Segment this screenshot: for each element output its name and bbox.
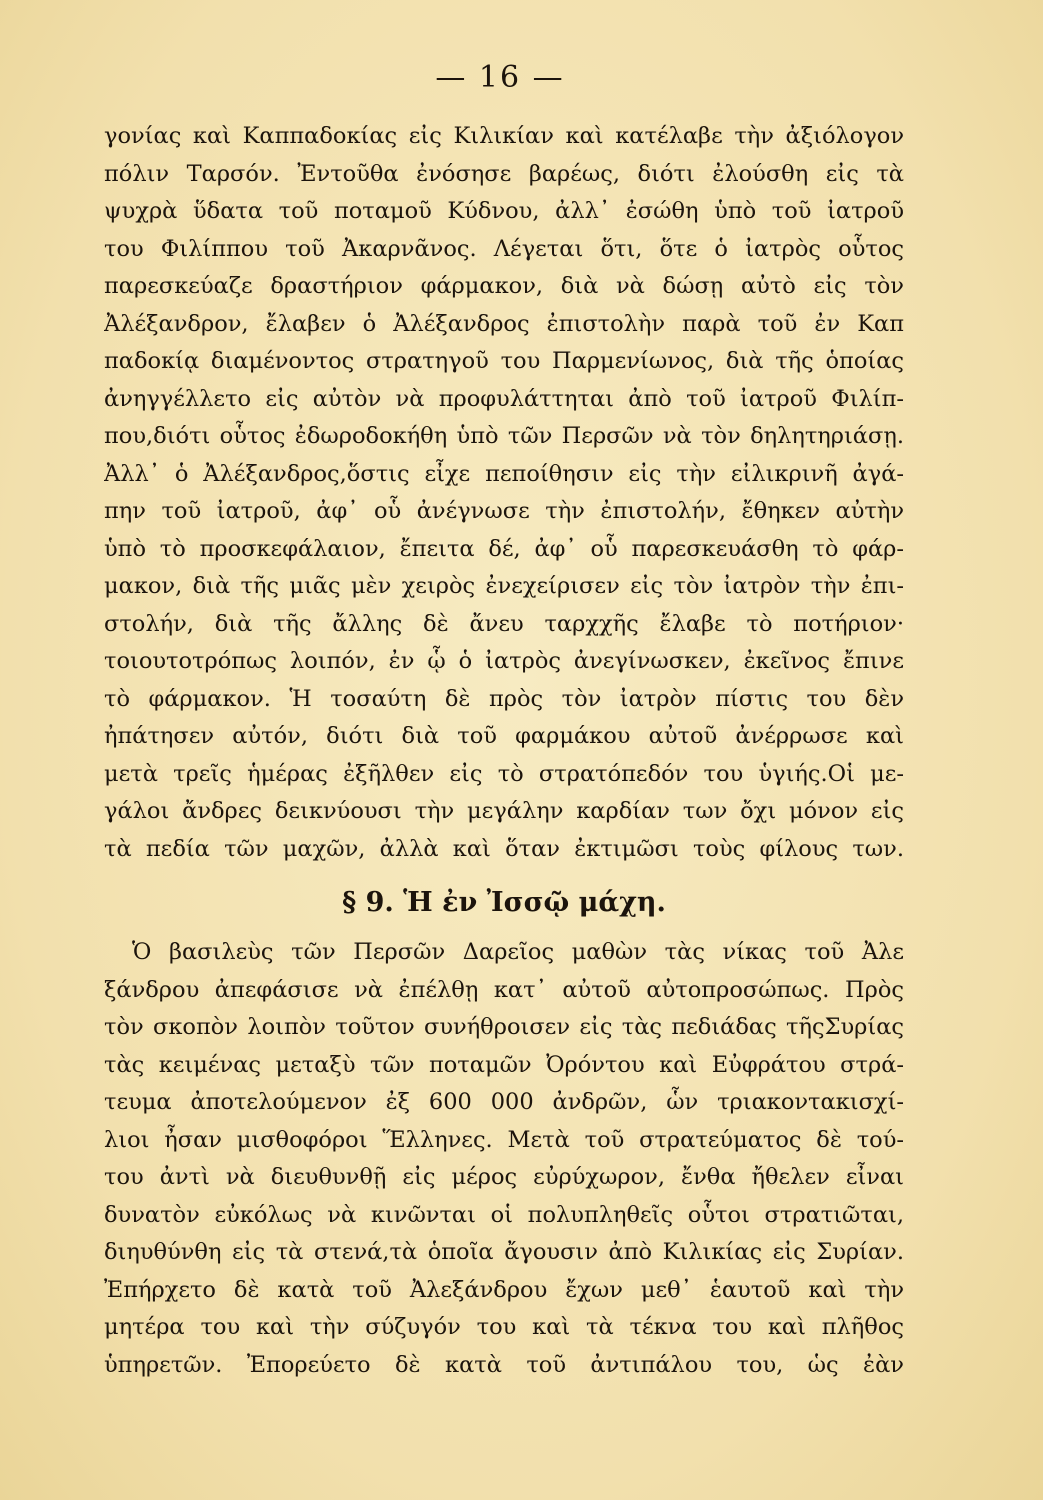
text-line: τὰ πεδία τῶν μαχῶν, ἀλλὰ καὶ ὅταν ἐκτιμῶσι τοὺς φίλους των. <box>104 835 904 862</box>
text-line: γονίας καὶ Καππαδοκίας εἰς Κιλικίαν καὶ κατέλαβε τὴν ἀξιόλογον <box>104 123 904 149</box>
text-line: του Φιλίππου τοῦ Ἀκαρνᾶνος. Λέγεται ὅτι, ὅτε ὁ ἰατρὸς οὗτος <box>104 235 904 262</box>
text-line: τὸν σκοπὸν λοιπὸν τοῦτον συνήθροισεν εἰς τὰς πεδιάδας τῆςΣυρίας <box>104 1014 904 1040</box>
book-page <box>104 52 904 1472</box>
text-line: μετὰ τρεῖς ἡμέρας ἐξῆλθεν εἰς τὸ στρατόπεδόν του ὑγιής.Οἱ με- <box>104 760 904 787</box>
section-heading: § 9. Ἡ ἐν Ἰσσῷ μάχη. <box>342 887 666 918</box>
text-line: Ἀλέξανδρον, ἔλαβεν ὁ Ἀλέξανδρος ἐπιστολὴν παρὰ τοῦ ἐν Καπ <box>104 310 904 337</box>
text-line: ὑπὸ τὸ προσκεφάλαιον, ἔπειτα δέ, ἀφ᾽ οὗ παρεσκευάσθη τὸ φάρ- <box>104 535 904 562</box>
text-line: ξάνδρου ἀπεφάσισε νὰ ἐπέλθῃ κατ᾽ αὐτοῦ αὐτοπροσώπως. Πρὸς <box>104 976 904 1003</box>
text-line: Ἐπήρχετο δὲ κατὰ τοῦ Ἀλεξάνδρου ἔχων μεθ᾽ ἑαυτοῦ καὶ τὴν <box>104 1276 904 1303</box>
text-line: ἀνηγγέλλετο εἰς αὐτὸν νὰ προφυλάττηται ἀπὸ τοῦ ἰατροῦ Φιλίπ- <box>104 385 904 412</box>
text-line: ψυχρὰ ὕδατα τοῦ ποταμοῦ Κύδνου, ἀλλ᾽ ἐσώθη ὑπὸ τοῦ ἰατροῦ <box>104 198 904 224</box>
text-line: τὰς κειμένας μεταξὺ τῶν ποταμῶν Ὀρόντου καὶ Εὐφράτου στρά- <box>104 1051 904 1078</box>
text-line: στολήν, διὰ τῆς ἄλλης δὲ ἄνευ ταρχχῆς ἔλαβε τὸ ποτήριον· <box>104 610 904 637</box>
text-line: Ἀλλ᾽ ὁ Ἀλέξανδρος,ὅστις εἶχε πεποίθησιν εἰς τὴν εἰλικρινῆ ἀγά- <box>104 460 904 487</box>
text-line: παδοκίᾳ διαμένοντος στρατηγοῦ του Παρμενίωνος, διὰ τῆς ὁποίας <box>104 348 904 374</box>
text-line: λιοι ἦσαν μισθοφόροι Ἕλληνες. Μετὰ τοῦ στρατεύματος δὲ τού- <box>104 1126 904 1153</box>
text-line: ὑπηρετῶν. Ἐπορεύετο δὲ κατὰ τοῦ ἀντιπάλου του, ὡς ἐὰν <box>104 1351 904 1378</box>
text-line: μητέρα του καὶ τὴν σύζυγόν του καὶ τὰ τέκνα του καὶ πλῆθος <box>104 1314 904 1340</box>
text-line: τοιουτοτρόπως λοιπόν, ἐν ᾧ ὁ ἰατρὸς ἀνεγίνωσκεν, ἐκεῖνος ἔπινε <box>104 648 904 674</box>
text-line: που,διότι οὗτος ἐδωροδοκήθη ὑπὸ τῶν Περσῶν νὰ τὸν δηλητηριάσῃ. <box>104 423 904 449</box>
text-line: παρεσκεύαζε δραστήριον φάρμακον, διὰ νὰ δώσῃ αὐτὸ εἰς τὸν <box>104 273 904 299</box>
text-line: πόλιν Ταρσόν. Ἐντοῦθα ἐνόσησε βαρέως, διότι ἐλούσθη εἰς τὰ <box>104 160 904 187</box>
text-line: ἠπάτησεν αὐτόν, διότι διὰ τοῦ φαρμάκου αὐτοῦ ἀνέρρωσε καὶ <box>104 723 904 749</box>
text-line: τευμα ἀποτελούμενον ἐξ 600 000 ἀνδρῶν, ὧν τριακοντακισχί- <box>104 1089 904 1115</box>
text-line: τὸ φάρμακον. Ἡ τοσαύτη δὲ πρὸς τὸν ἰατρὸν πίστις του δὲν <box>104 685 904 712</box>
text-line: δυνατὸν εὐκόλως νὰ κινῶνται οἱ πολυπληθεῖς οὗτοι στρατιῶται, <box>104 1201 904 1228</box>
text-line: γάλοι ἄνδρες δεικνύουσι τὴν μεγάλην καρδίαν των ὄχι μόνον εἰς <box>104 798 904 824</box>
body-text-section-1 <box>104 118 904 868</box>
body-text-section-2 <box>104 934 904 1384</box>
text-line: μακον, διὰ τῆς μιᾶς μὲν χειρὸς ἐνεχείρισεν εἰς τὸν ἰατρὸν τὴν ἐπι- <box>104 573 904 599</box>
text-line: του ἀντὶ νὰ διευθυνθῇ εἰς μέρος εὐρύχωρον, ἔνθα ἤθελεν εἶναι <box>104 1164 904 1190</box>
text-line: πην τοῦ ἰατροῦ, ἀφ᾽ οὗ ἀνέγνωσε τὴν ἐπιστολήν, ἔθηκεν αὐτὴν <box>104 498 904 524</box>
text-line: Ὁ βασιλεὺς τῶν Περσῶν Δαρεῖος μαθὼν τὰς νίκας τοῦ Ἀλε <box>132 939 904 965</box>
page-number: — 16 — <box>435 60 565 95</box>
text-line: διηυθύνθη εἰς τὰ στενά,τὰ ὁποῖα ἄγουσιν ἀπὸ Κιλικίας εἰς Συρίαν. <box>104 1239 904 1265</box>
